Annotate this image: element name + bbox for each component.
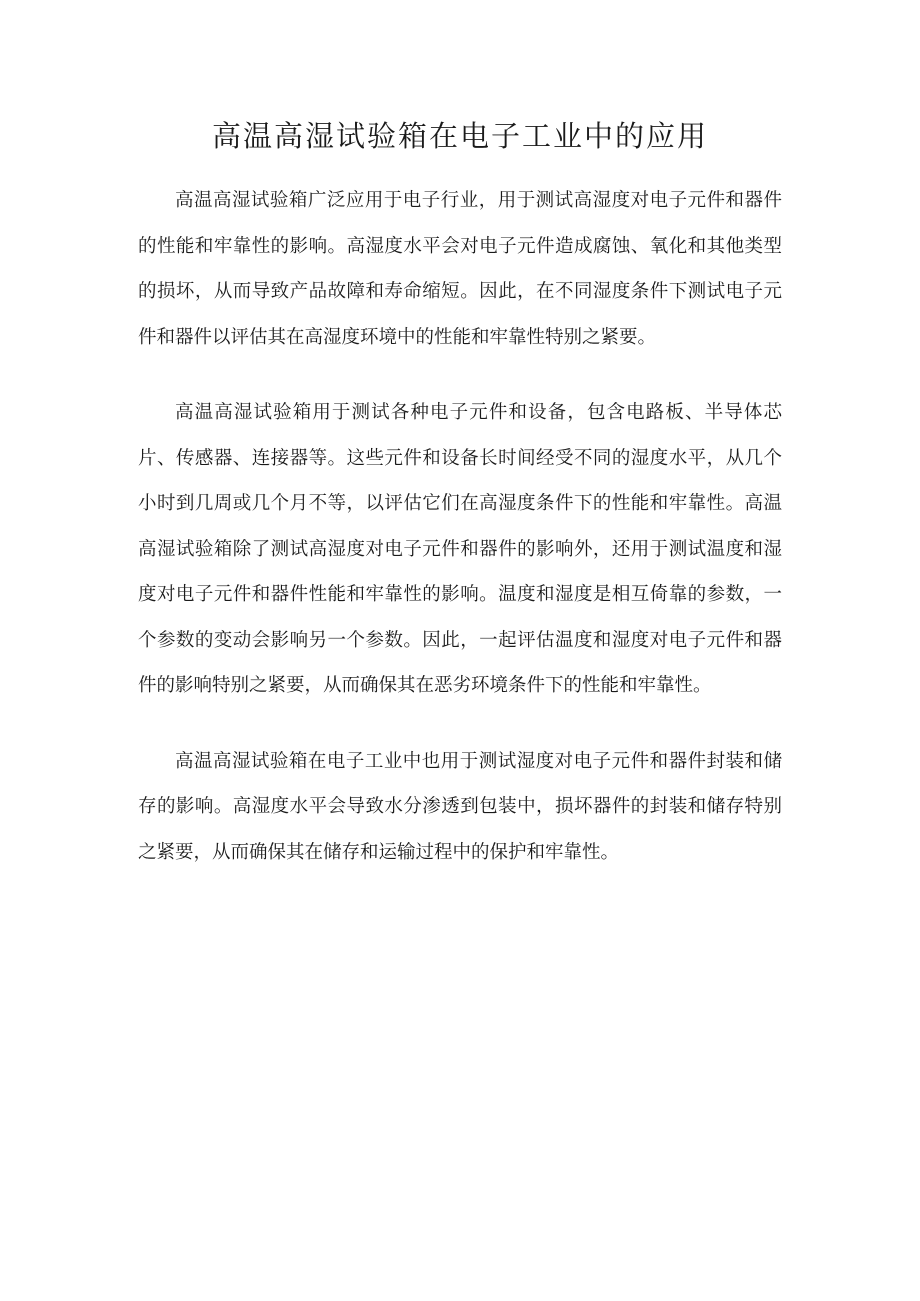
document-title: 高温高湿试验箱在电子工业中的应用	[211, 119, 708, 153]
paragraph-3: 高温高湿试验箱在电子工业中也用于测试湿度对电子元件和器件封装和储存的影响。高湿度水平会导致水分渗透到包装中，损坏器件的封装和储存特别之紧要，从而确保其在储存和运输过程中的保护和牢靠性。	[138, 750, 782, 863]
paragraph-2: 高温高湿试验箱用于测试各种电子元件和设备，包含电路板、半导体芯片、传感器、连接器等。这些元件和设备长时间经受不同的湿度水平，从几个小时到几周或几个月不等，以评估它们在高湿度条件下的性能和牢靠性。高温高湿试验箱除了测试高湿度对电子元件和器件的影响外，还用于测试温度和湿度对电子元件和器件性能和牢靠性的影响。温度和湿度是相互倚靠的参数，一个参数的变动会影响另一个参数。因此，一起评估温度和湿度对电子元件和器件的影响特别之紧要，从而确保其在恶劣环境条件下的性能和牢靠性。	[138, 402, 782, 696]
paragraph-1: 高温高湿试验箱广泛应用于电子行业，用于测试高湿度对电子元件和器件的性能和牢靠性的影响。高湿度水平会对电子元件造成腐蚀、氧化和其他类型的损坏，从而导致产品故障和寿命缩短。因此，在不同湿度条件下测试电子元件和器件以评估其在高湿度环境中的性能和牢靠性特别之紧要。	[138, 190, 782, 348]
